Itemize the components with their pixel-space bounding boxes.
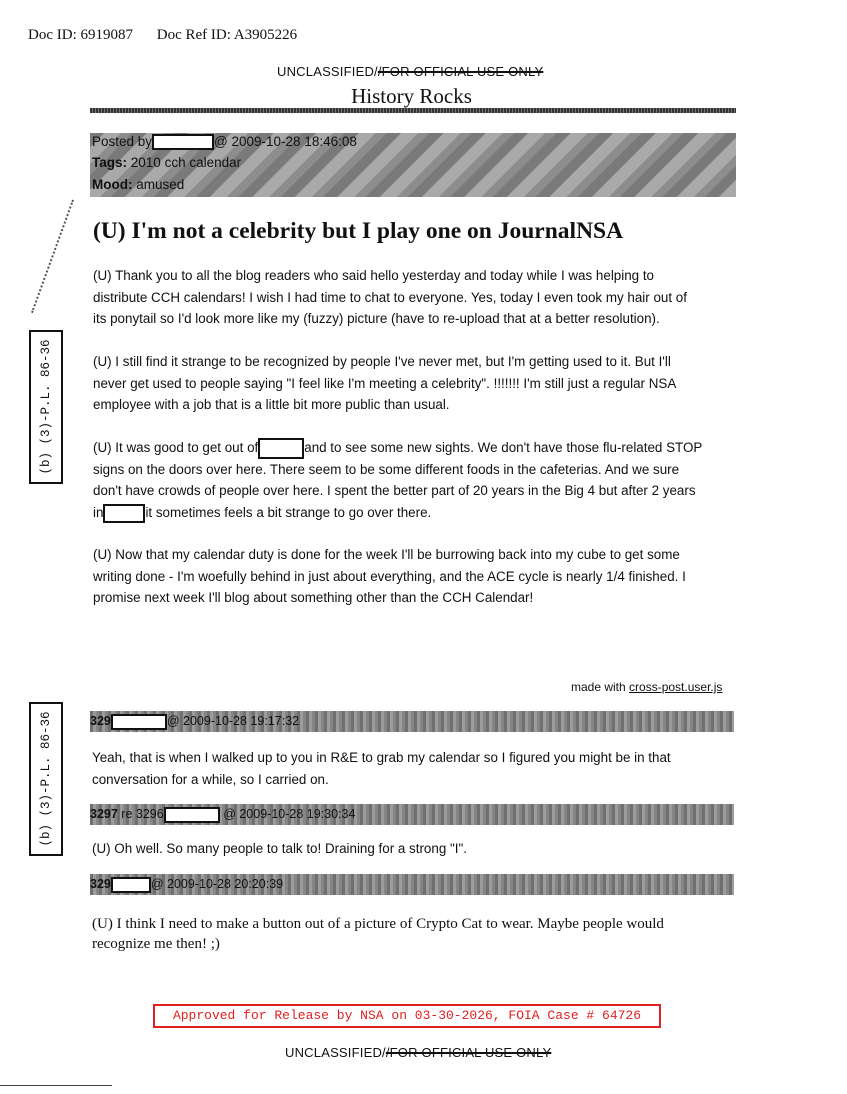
comment-header: 3297 re 3296 @ 2009-10-28 19:30:34 (90, 804, 734, 825)
page-title: History Rocks (351, 84, 472, 108)
posted-at: @ 2009-10-28 18:46:08 (214, 134, 357, 149)
made-with: made with cross-post.user.js (571, 680, 723, 694)
comment-body: (U) I think I need to make a button out of a picture of Crypto Cat to wear. Maybe people would recognize me then! ;) (92, 916, 664, 952)
tags-line: Tags: 2010 cch calendar (92, 155, 242, 170)
footer-rule (0, 1085, 112, 1086)
exemption-label: (b) (3)-P.L. 86-36 (29, 702, 63, 856)
exemption-label: (b) (3)-P.L. 86-36 (29, 330, 63, 484)
post-paragraph-1: (U) Thank you to all the blog readers who said hello yesterday and today while I was helping to distribute CCH calendars! I wish I had time to chat to everyone. Yes, today I even took my hair out of its ponytail so I'd look more like my (fuzzy) picture (have to re-upload that at a better resolution). (93, 268, 687, 326)
tags-link[interactable]: 2010 cch calendar (130, 155, 242, 170)
redaction-box (111, 877, 151, 893)
doc-header (28, 27, 297, 44)
comment-body: (U) Oh well. So many people to talk to! Draining for a strong "I". (92, 841, 467, 856)
post-paragraph-4: (U) Now that my calendar duty is done for the week I'll be burrowing back into my cube to get some writing done - I'm woefully behind in just about everything, and the ACE cycle is nearly 1/4 finished. I promise next week I'll blog about something other than the CCH Calendar! (93, 547, 686, 605)
classification-struck: /FOR OFFICIAL USE ONLY (377, 64, 544, 79)
post-meta (90, 133, 736, 197)
redaction-box (103, 504, 145, 523)
mood-value: amused (136, 177, 185, 192)
title-rule (90, 108, 736, 113)
comment-header: 329 @ 2009-10-28 19:17:32 (90, 711, 734, 732)
comment-timestamp: @ 2009-10-28 20:20:39 (150, 877, 284, 891)
comment-timestamp: @ 2009-10-28 19:30:34 (223, 807, 356, 821)
classification-bottom: UNCLASSIFIED//FOR OFFICIAL USE ONLY (285, 1045, 552, 1060)
comment-body: Yeah, that is when I walked up to you in R&E to grab my calendar so I figured you might be in that conversation for a while, so I carried on. (92, 750, 671, 787)
cross-post-link[interactable]: cross-post.user.js (629, 680, 723, 694)
classification-top: UNCLASSIFIED//FOR OFFICIAL USE ONLY (277, 64, 544, 79)
mood-line: Mood: amused (92, 177, 185, 192)
comment-timestamp: @ 2009-10-28 19:17:32 (166, 714, 300, 728)
post-paragraph-3: (U) It was good to get out of and to see some new sights. We don't have those flu-related STOP signs on the doors over here. There seem to be some different foods in the cafeterias. And we sure don't have crowds of people over here. I spent the better part of 20 years in the Big 4 but after 2 years in it sometimes feels a bit strange to go over there. (93, 437, 743, 523)
approval-stamp: Approved for Release by NSA on 03-30-2026, FOIA Case # 64726 (153, 1004, 661, 1028)
comment-header: 329 @ 2009-10-28 20:20:39 (90, 874, 734, 895)
doc-id: Doc ID: 6919087 (28, 27, 133, 43)
redaction-box (164, 807, 220, 823)
posted-by-line: Posted by @ 2009-10-28 18:46:08 (92, 134, 357, 149)
doc-ref-id: Doc Ref ID: A3905226 (156, 27, 298, 43)
redaction-box (111, 714, 167, 730)
redaction-connector (31, 200, 74, 313)
classification-struck: /FOR OFFICIAL USE ONLY (385, 1045, 552, 1060)
post-paragraph-2: (U) I still find it strange to be recognized by people I've never met, but I'm getting used to it. But I'll never get used to people saying "I feel like I'm meeting a celebrity". !!!!!!! I'm still just a regular NSA employee with a job that is a little bit more public than usual. (93, 354, 677, 412)
post-title: (U) I'm not a celebrity but I play one on JournalNSA (93, 218, 624, 244)
redaction-box (152, 134, 214, 150)
redaction-box (258, 438, 304, 459)
